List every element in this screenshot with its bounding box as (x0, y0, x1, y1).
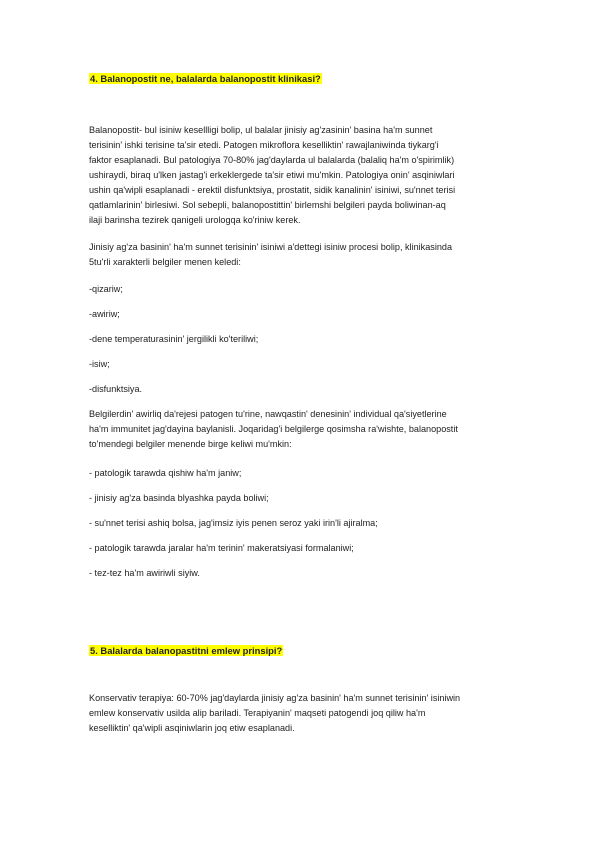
text-line: keselliktin' qa'wipli asqiniwlarin joq etiw esaplanadi. (89, 723, 295, 733)
symptom-item: -isiw; (89, 359, 110, 369)
text-line: faktor esaplanadi. Bul patologiya 70-80% jag'daylarda ul balalarda (balaliq ha'm o'spirimlik) (89, 155, 455, 165)
section-4-paragraph-3 (89, 407, 514, 452)
extra-symptom-item: - patologik tarawda qishiw ha'm janiw; (89, 468, 242, 478)
section-4-heading-text: 4. Balanopostit ne, balalarda balanopostit klinikasi? (90, 73, 321, 84)
text-line: Balanopostit- bul isiniw kesellligi bolip, ul balalar jinisiy ag'zasinin' basina ha'm sunnet (89, 125, 433, 135)
section-4-heading (89, 72, 322, 85)
text-line: to'mendegi belgiler menende birge keliwi mu'mkin: (89, 439, 292, 449)
symptom-item: -disfunktsiya. (89, 384, 143, 394)
extra-symptom-item: - tez-tez ha'm awiriwli siyiw. (89, 568, 200, 578)
text-line: ilaji barinsha tezirek qanigeli urologqa ko'riniw kerek. (89, 215, 301, 225)
text-line: Jinisiy ag'za basinin' ha'm sunnet terisinin' isiniwi a'dettegi isiniw procesi bolip, klinikasinda (89, 242, 453, 252)
text-line: ushin qa'wipli esaplanadi - erektil disfunktsiya, prostatit, sidik kanalinin' isiniwi, su'nnet terisi (89, 185, 456, 195)
extra-symptom-item: - su'nnet terisi ashiq bolsa, jag'imsiz iyis penen seroz yaki irin'li ajiralma; (89, 518, 378, 528)
text-line: 5tu'rli xarakterli belgiler menen keledi: (89, 257, 241, 267)
section-4-paragraph-1 (89, 123, 514, 228)
symptom-item: -qizariw; (89, 284, 123, 294)
text-line: emlew konservativ usilda alip bariladi. Terapiyanin' maqseti patogendi joq qiliw ha'm (89, 708, 426, 718)
symptom-item: -awiriw; (89, 309, 120, 319)
text-line: Belgilerdin' awirliq da'rejesi patogen tu'rine, nawqastin' denesinin' individual qa'siyetlerine (89, 409, 447, 419)
section-5-heading (89, 644, 283, 657)
extra-symptom-item: - patologik tarawda jaralar ha'm terinin' makeratsiyasi formalaniwi; (89, 543, 354, 553)
text-line: terisinin' ishki terisine ta'sir etedi. Patogen mikroflora keselliktin' rawajlaniwinda tiykarg'i (89, 140, 439, 150)
text-line: ha'm immunitet jag'dayina baylanisli. Joqaridag'i belgilerge qosimsha ra'wishte, balanopostit (89, 424, 458, 434)
text-line: Konservativ terapiya: 60-70% jag'daylarda jinisiy ag'za basinin' ha'm sunnet terisinin' isiniwin (89, 693, 461, 703)
section-5-heading-text: 5. Balalarda balanopastitni emlew prinsipi? (90, 645, 283, 656)
extra-symptom-item: - jinisiy ag'za basinda blyashka payda boliwi; (89, 493, 269, 503)
text-line: ushiraydi, biraq u'lken jastag'i erkeklergede ta'sir etiwi mu'mkin. Patologiya onin' asqiniwlari (89, 170, 455, 180)
section-4-paragraph-2 (89, 240, 514, 270)
text-line: qatlamlarinin' birlesiwi. Sol sebepli, balanopostittin' birlemshi belgileri payda boliwinan-aq (89, 200, 446, 210)
symptom-item: -dene temperaturasinin' jergilikli ko'teriliwi; (89, 334, 259, 344)
section-5-paragraph-1 (89, 691, 514, 736)
